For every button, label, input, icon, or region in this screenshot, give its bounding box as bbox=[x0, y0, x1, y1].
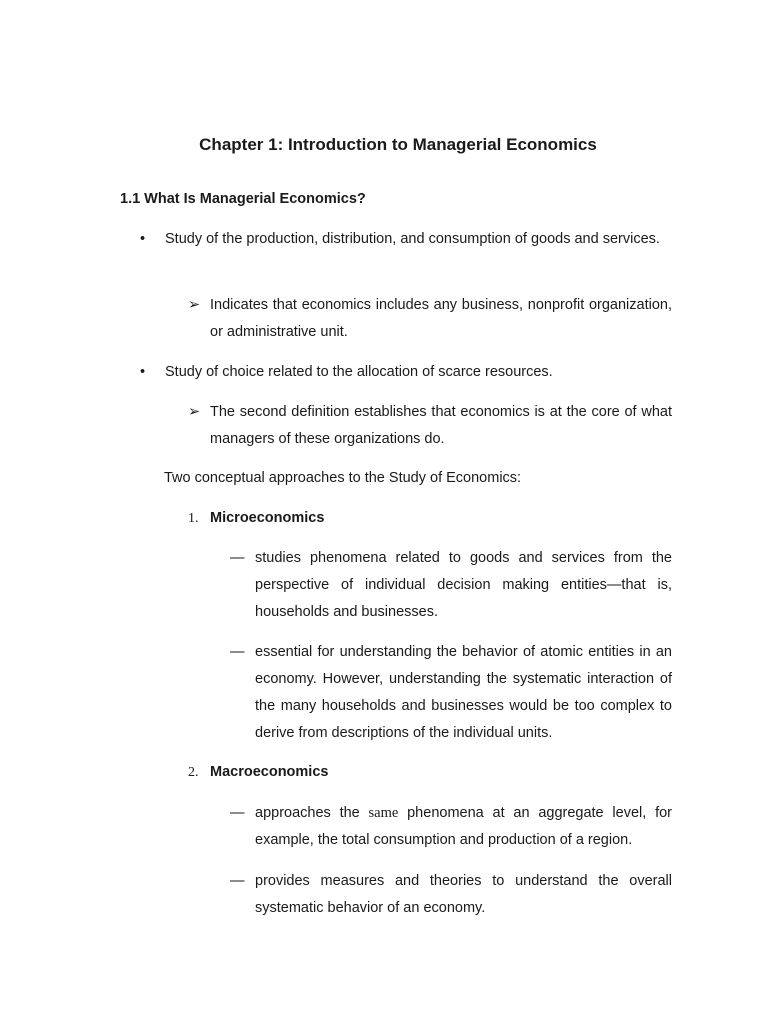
approaches-intro: Two conceptual approaches to the Study of Economics: bbox=[164, 470, 522, 486]
arrow-bullet-icon: ➢ bbox=[188, 297, 201, 313]
text-segment: phenomena at an aggregate level, for example, the total consumption and production of a region. bbox=[255, 805, 672, 848]
approach-point-text: studies phenomena related to goods and services from the perspective of individual decision making entities—that is, households and businesses. bbox=[255, 550, 672, 620]
text-segment: approaches the bbox=[255, 805, 369, 821]
approach-point-text bbox=[255, 800, 672, 854]
approach-point-text: provides measures and theories to understand the overall systematic behavior of an economy. bbox=[255, 873, 672, 916]
sub-bullet-text: Indicates that economics includes any business, nonprofit organization, or administrative unit. bbox=[210, 297, 672, 340]
chapter-title: Chapter 1: Introduction to Managerial Economics bbox=[199, 135, 597, 154]
approach-label: Macroeconomics bbox=[210, 764, 329, 780]
dash-marker: — bbox=[230, 550, 245, 566]
bullet-marker: • bbox=[140, 231, 146, 247]
approach-label: Microeconomics bbox=[210, 510, 325, 526]
dash-marker: — bbox=[230, 873, 245, 889]
bullet-text: Study of the production, distribution, and consumption of goods and services. bbox=[165, 231, 660, 247]
arrow-bullet-icon: ➢ bbox=[188, 404, 201, 420]
list-number: 2. bbox=[188, 765, 199, 780]
section-heading: 1.1 What Is Managerial Economics? bbox=[120, 191, 366, 207]
approach-point-text: essential for understanding the behavior of atomic entities in an economy. However, understanding the systematic interaction of the many households and businesses would be too complex to derive from descriptions of the individual units. bbox=[255, 644, 672, 741]
bullet-marker: • bbox=[140, 364, 146, 380]
sub-bullet-text: The second definition establishes that economics is at the core of what managers of these organizations do. bbox=[210, 404, 672, 447]
serif-word: same bbox=[368, 805, 399, 821]
dash-marker: — bbox=[230, 644, 245, 660]
list-number: 1. bbox=[188, 511, 199, 526]
dash-marker: — bbox=[230, 805, 245, 821]
bullet-text: Study of choice related to the allocation of scarce resources. bbox=[165, 364, 553, 380]
